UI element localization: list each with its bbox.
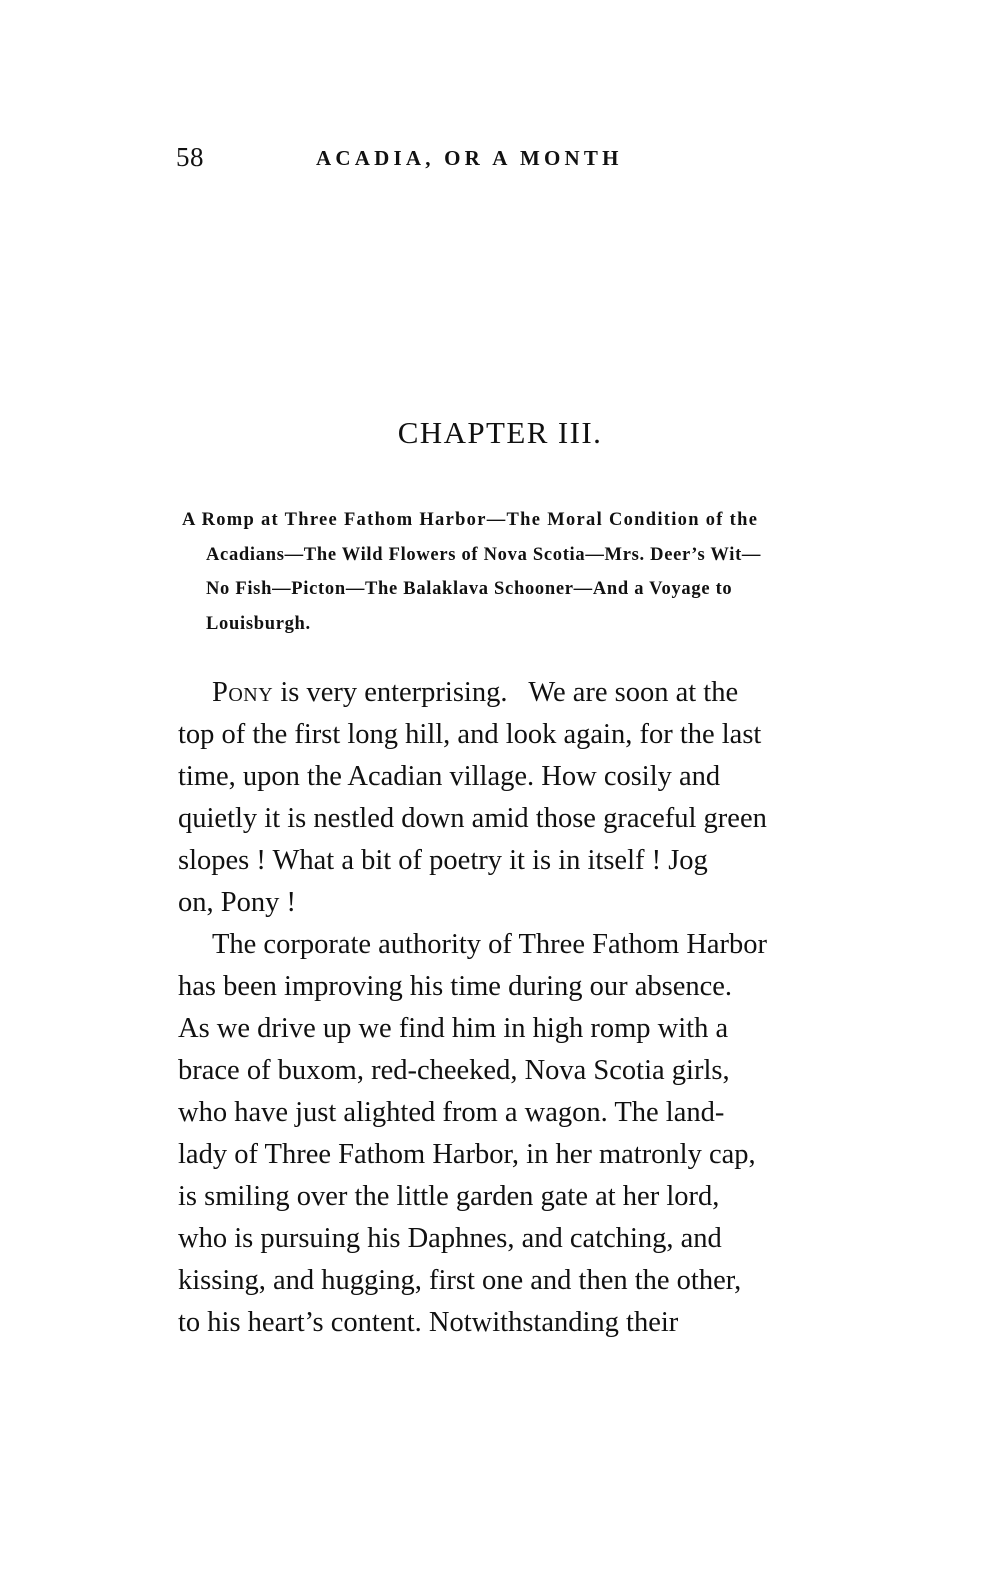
synopsis-line: No Fish—Picton—The Balaklava Schooner—And a Voyage to [206, 579, 733, 599]
paragraph-1 [178, 672, 873, 924]
text-line: As we drive up we find him in high romp with a [178, 1013, 729, 1044]
text-line: brace of buxom, red-cheeked, Nova Scotia girls, [178, 1055, 730, 1086]
chapter-synopsis [182, 503, 870, 641]
paragraph-opening-word: Pony [212, 677, 274, 708]
text-line: kissing, and hugging, first one and then the other, [178, 1265, 742, 1296]
chapter-title: CHAPTER III. [397, 415, 603, 450]
synopsis-line: A Romp at Three Fathom Harbor—The Moral Condition of the [182, 510, 759, 530]
text-line: who have just alighted from a wagon. The land- [178, 1097, 725, 1128]
running-head [176, 142, 836, 182]
running-head-title: ACADIA, OR A MONTH [316, 146, 623, 170]
text-line: lady of Three Fathom Harbor, in her matronly cap, [178, 1139, 756, 1170]
text-line: on, Pony ! [178, 887, 296, 918]
text-line: who is pursuing his Daphnes, and catching, and [178, 1223, 722, 1254]
text-line: slopes ! What a bit of poetry it is in itself ! Jog [178, 845, 708, 876]
text-line: Pony is very enterprising. We are soon at the [212, 677, 739, 708]
text-line: time, upon the Acadian village. How cosily and [178, 761, 721, 792]
paragraph-2 [178, 924, 873, 1344]
text-line: quietly it is nestled down amid those graceful green [178, 803, 767, 834]
text-line: top of the first long hill, and look again, for the last [178, 719, 762, 750]
text-line: to his heart’s content. Notwithstanding their [178, 1307, 679, 1338]
text-line: The corporate authority of Three Fathom Harbor [212, 929, 768, 960]
page-number: 58 [176, 142, 204, 172]
synopsis-line: Louisburgh. [206, 613, 311, 634]
synopsis-line: Acadians—The Wild Flowers of Nova Scotia—Mrs. Deer’s Wit— [206, 544, 762, 565]
text-line: is smiling over the little garden gate at her lord, [178, 1181, 720, 1212]
body-text [178, 672, 873, 1344]
text-line: has been improving his time during our absence. [178, 971, 733, 1002]
